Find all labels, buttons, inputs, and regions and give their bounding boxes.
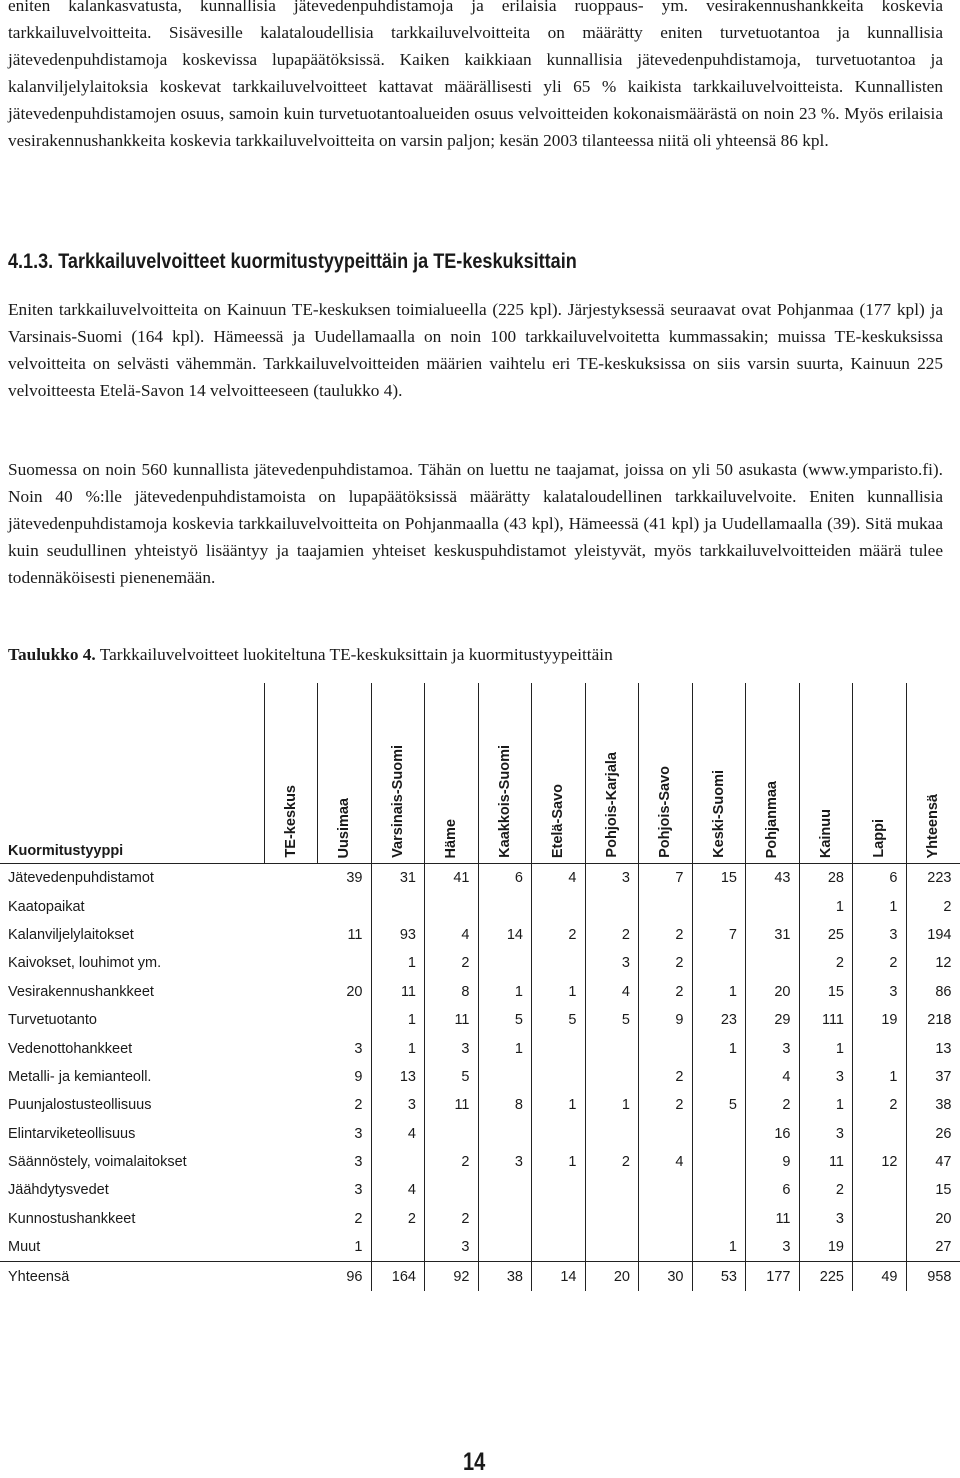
table-row (0, 892, 960, 920)
table-row (0, 864, 960, 893)
table-cell: 9 (746, 1148, 800, 1176)
table-cell: 37 (906, 1063, 960, 1091)
table-cell (478, 1120, 532, 1148)
table-cell: 16 (746, 1120, 800, 1148)
table-cell (585, 1063, 639, 1091)
table-row (0, 1034, 960, 1062)
table-row (0, 921, 960, 949)
table-cell: 38 (478, 1262, 532, 1291)
te-keskus-spacer (264, 1233, 318, 1262)
table-cell: 2 (639, 921, 693, 949)
table-cell: 5 (585, 1006, 639, 1034)
table-cell: 9 (639, 1006, 693, 1034)
table-cell (532, 1233, 586, 1262)
table-cell: 1 (799, 1091, 853, 1119)
table-cell: 2 (425, 1205, 479, 1233)
te-keskus-spacer (264, 1063, 318, 1091)
table-cell (746, 949, 800, 977)
table-cell: 2 (585, 1148, 639, 1176)
table-cell: 43 (746, 864, 800, 893)
table-cell: 3 (585, 949, 639, 977)
column-header-label: Lappi (871, 819, 888, 858)
table-cell (853, 1176, 907, 1204)
table-cell: 5 (532, 1006, 586, 1034)
table-cell: 111 (799, 1006, 853, 1034)
table-caption (8, 645, 613, 665)
table-cell (371, 1148, 425, 1176)
table-cell: 93 (371, 921, 425, 949)
section-heading: 4.1.3. Tarkkailuvelvoitteet kuormitustyypeittäin ja TE-keskuksittain (8, 250, 577, 273)
table-cell: 1 (478, 1034, 532, 1062)
table-cell: 2 (799, 949, 853, 977)
table-cell: 3 (585, 864, 639, 893)
table-cell: 30 (639, 1262, 693, 1291)
table-total-row (0, 1262, 960, 1291)
table-cell: 13 (906, 1034, 960, 1062)
table-cell: 3 (371, 1091, 425, 1119)
table-cell (639, 892, 693, 920)
column-header-te-keskus (264, 683, 318, 864)
row-label: Elintarviketeollisuus (8, 1125, 136, 1142)
table-cell: 4 (371, 1176, 425, 1204)
te-keskus-spacer (264, 1091, 318, 1119)
table-caption-text: Tarkkailuvelvoitteet luokiteltuna TE-keskuksittain ja kuormitustyypeittäin (95, 645, 613, 664)
table-cell (639, 1205, 693, 1233)
paragraph-1: eniten kalankasvatusta, kunnallisia jätevedenpuhdistamoja ja erilaisia ruoppaus- ym. vesirakennushankkeita koskevia tarkkailuvelvoitteita. Sisävesille kalataloudellisia tarkkailuvelvoitteita on määrätty eniten turvetuotantoa ja kunnallisia jätevedenpuhdistamoja koskevissa lupapäätöksissä. Kaiken kaikkiaan kunnallisia jätevedenpuhdistamoja, turvetuotantoa ja kalanviljelylaitoksia koskevat tarkkailuvelvoitteet kattavat määrällisesti yli 65 % kaikista tarkkailuvelvoitteista. Kunnallisten jätevedenpuhdistamojen osuus, samoin kuin turvetuotantoalueiden osuus velvoitteiden kokonaismäärästä on noin 23 %. Myös erilaisia vesirakennushankkeita koskevia tarkkailuvelvoitteita on varsin paljon; kesän 2003 tilanteessa niitä oli yhteensä 86 kpl. (8, 0, 943, 150)
column-header-label: Yhteensä (925, 793, 941, 858)
table-cell (853, 1205, 907, 1233)
table-cell: 6 (853, 864, 907, 893)
table-cell: 13 (371, 1063, 425, 1091)
te-keskus-spacer (264, 1006, 318, 1034)
table-cell: 9 (354, 1068, 363, 1085)
table-row (0, 1091, 960, 1119)
table-cell (585, 1176, 639, 1204)
row-label: Puunjalostusteollisuus (8, 1097, 152, 1114)
table-cell: 11 (425, 1006, 479, 1034)
te-keskus-spacer (264, 1262, 318, 1291)
table-cell: 14 (478, 921, 532, 949)
table-cell (692, 1148, 746, 1176)
te-keskus-spacer (264, 1176, 318, 1204)
table-cell (371, 1233, 425, 1262)
table-cell (318, 949, 372, 977)
table-cell: 20 (906, 1205, 960, 1233)
table-cell: 3 (354, 1040, 363, 1057)
table-cell: 2 (906, 892, 960, 920)
table-cell: 2 (853, 949, 907, 977)
table-cell: 2 (639, 1091, 693, 1119)
table-cell: 11 (371, 978, 425, 1006)
table-cell: 11 (347, 926, 363, 943)
row-label: Metalli- ja kemianteoll. (8, 1068, 152, 1085)
table-row (0, 1148, 960, 1176)
table-cell: 8 (425, 978, 479, 1006)
row-label: Turvetuotanto (8, 1012, 97, 1029)
table-cell: 23 (692, 1006, 746, 1034)
table-cell (532, 1120, 586, 1148)
table-cell: 2 (425, 949, 479, 977)
table-cell: 1 (585, 1091, 639, 1119)
column-header-label: TE-keskus (282, 785, 299, 858)
table-cell: 5 (692, 1091, 746, 1119)
table-cell (639, 1120, 693, 1148)
row-label: Kalanviljelylaitokset (8, 926, 134, 943)
table-cell (639, 1233, 693, 1262)
table-cell: 12 (853, 1148, 907, 1176)
te-keskus-spacer (264, 949, 318, 977)
table-cell (692, 1176, 746, 1204)
table-row (0, 978, 960, 1006)
table-cell: 218 (906, 1006, 960, 1034)
column-header-3 (478, 683, 532, 864)
table-cell: 1 (371, 949, 425, 977)
table-cell: 19 (853, 1006, 907, 1034)
column-header-label: Varsinais-Suomi (389, 745, 406, 858)
column-header-9 (799, 683, 853, 864)
te-keskus-spacer (264, 978, 318, 1006)
table-cell: 11 (746, 1205, 800, 1233)
table-cell: 28 (799, 864, 853, 893)
column-header-2 (425, 683, 479, 864)
table-cell (478, 1233, 532, 1262)
column-header-kuormitustyyppi: Kuormitustyyppi (8, 843, 124, 859)
table-cell: 29 (746, 1006, 800, 1034)
table-cell: 194 (906, 921, 960, 949)
table-cell: 14 (532, 1262, 586, 1291)
table-cell: 1 (532, 1148, 586, 1176)
table-cell (532, 1176, 586, 1204)
table-cell (585, 1120, 639, 1148)
row-label: Vesirakennushankkeet (8, 983, 154, 1000)
table-cell: 2 (639, 949, 693, 977)
table-cell: 47 (906, 1148, 960, 1176)
table-cell: 225 (799, 1262, 853, 1291)
column-header-4 (532, 683, 586, 864)
page-number: 14 (463, 1448, 486, 1476)
table-cell (425, 892, 479, 920)
table-body (0, 864, 960, 1291)
column-header-label: Kainuu (817, 808, 834, 858)
table-cell: 2 (639, 1063, 693, 1091)
column-header-0 (318, 683, 372, 864)
table-cell: 3 (746, 1034, 800, 1062)
column-header-label: Pohjois-Karjala (603, 752, 620, 858)
table-cell: 1 (799, 892, 853, 920)
row-label: Muut (8, 1239, 41, 1256)
table-cell: 86 (906, 978, 960, 1006)
table-cell: 2 (639, 978, 693, 1006)
table-cell: 5 (425, 1063, 479, 1091)
table-cell: 31 (371, 864, 425, 893)
table-cell: 4 (532, 864, 586, 893)
table-cell (853, 1034, 907, 1062)
table-cell: 1 (354, 1239, 363, 1256)
paragraph-2: Eniten tarkkailuvelvoitteita on Kainuun TE-keskuksen toimialueella (225 kpl). Järjestyksessä seuraavat ovat Pohjanmaa (177 kpl) ja Varsinais-Suomi (164 kpl). Hämeessä ja Uudellamaalla on noin 100 tarkkailuvelvoitetta kummassakin; muissa TE-keskuksissa velvoitteita on selvästi vähemmän. Tarkkailuvelvoitteiden määrien vaihtelu eri TE-keskuksissa on siis varsin suurta, Kainuun 225 velvoitteesta Etelä-Savon 14 velvoitteeseen (taulukko 4). (8, 300, 943, 400)
table-cell: 2 (853, 1091, 907, 1119)
te-keskus-spacer (264, 864, 318, 893)
table-cell (532, 892, 586, 920)
column-header-label: Etelä-Savo (550, 783, 567, 858)
table-cell (692, 1205, 746, 1233)
table-cell: 1 (799, 1034, 853, 1062)
table-row (0, 1233, 960, 1262)
column-header-10 (853, 683, 907, 864)
table-cell: 39 (346, 870, 363, 887)
te-keskus-spacer (264, 1034, 318, 1062)
table-cell: 2 (746, 1091, 800, 1119)
table-cell (746, 892, 800, 920)
table-cell: 5 (478, 1006, 532, 1034)
data-table (0, 683, 960, 1291)
table-cell: 15 (799, 978, 853, 1006)
table-cell (371, 892, 425, 920)
table-cell: 6 (746, 1176, 800, 1204)
table-cell: 2 (799, 1176, 853, 1204)
table-cell: 3 (853, 978, 907, 1006)
column-header-label: Uusimaa (336, 797, 353, 858)
column-header-5 (585, 683, 639, 864)
column-header-label: Pohjanmaa (764, 780, 781, 858)
table-cell: 38 (906, 1091, 960, 1119)
table-cell: 1 (853, 892, 907, 920)
table-cell: 4 (425, 921, 479, 949)
te-keskus-spacer (264, 1205, 318, 1233)
te-keskus-spacer (264, 921, 318, 949)
table-header-row (0, 683, 960, 864)
table-cell: 1 (532, 1091, 586, 1119)
te-keskus-spacer (264, 892, 318, 920)
table-cell: 19 (799, 1233, 853, 1262)
column-header-label: Pohjois-Savo (657, 766, 674, 858)
table-row (0, 1176, 960, 1204)
table-cell: 3 (354, 1125, 363, 1142)
column-header-6 (639, 683, 693, 864)
row-label: Jäähdytysvedet (8, 1182, 109, 1199)
table-cell: 6 (478, 864, 532, 893)
column-header-label: Häme (443, 818, 460, 858)
table-cell (425, 1120, 479, 1148)
table-cell: 15 (692, 864, 746, 893)
row-label: Jätevedenpuhdistamot (8, 870, 154, 887)
table-row (0, 949, 960, 977)
table-cell: 3 (799, 1120, 853, 1148)
table-cell: 1 (692, 978, 746, 1006)
table-cell (532, 1063, 586, 1091)
table-cell: 3 (799, 1205, 853, 1233)
table-cell (692, 1120, 746, 1148)
intro-paragraph (8, 0, 943, 154)
table-cell: 2 (354, 1210, 363, 1227)
table-cell: 31 (746, 921, 800, 949)
table-caption-label: Taulukko 4. (8, 645, 96, 664)
table-cell (318, 1006, 372, 1034)
table-cell: 3 (425, 1034, 479, 1062)
table-cell: 26 (906, 1120, 960, 1148)
table-cell: 4 (746, 1063, 800, 1091)
te-keskus-spacer (264, 1120, 318, 1148)
table-cell: 92 (425, 1262, 479, 1291)
table-cell: 8 (478, 1091, 532, 1119)
table-cell: 3 (354, 1154, 363, 1171)
table-cell: 177 (746, 1262, 800, 1291)
table-cell: 4 (585, 978, 639, 1006)
table-cell: 20 (746, 978, 800, 1006)
row-label: Säännöstely, voimalaitokset (8, 1154, 187, 1171)
table-cell (318, 892, 372, 920)
table-cell (478, 1205, 532, 1233)
table-cell: 1 (692, 1233, 746, 1262)
table-cell: 2 (585, 921, 639, 949)
table-cell: 12 (906, 949, 960, 977)
column-header-label: Keski-Suomi (710, 770, 727, 858)
table-cell: 1 (371, 1006, 425, 1034)
table-cell: 20 (585, 1262, 639, 1291)
table-cell (478, 1063, 532, 1091)
table-cell: 2 (532, 921, 586, 949)
table-cell: 3 (354, 1182, 363, 1199)
row-label: Kunnostushankkeet (8, 1210, 136, 1227)
table-cell (585, 1205, 639, 1233)
table-cell (478, 949, 532, 977)
section-paragraph-1 (8, 296, 943, 404)
section-paragraph-2 (8, 456, 943, 591)
table-cell: 11 (799, 1148, 853, 1176)
table-cell: 2 (425, 1148, 479, 1176)
table-row (0, 1205, 960, 1233)
table-cell (585, 1233, 639, 1262)
table-cell: 20 (346, 983, 363, 1000)
row-label: Yhteensä (8, 1268, 70, 1285)
column-header-label: Kaakkois-Suomi (496, 745, 513, 858)
table-cell (692, 1063, 746, 1091)
table-cell (532, 1034, 586, 1062)
column-header-7 (692, 683, 746, 864)
table-cell (585, 1034, 639, 1062)
table-cell (532, 1205, 586, 1233)
table-cell: 3 (478, 1148, 532, 1176)
table-cell: 1 (478, 978, 532, 1006)
table-cell: 96 (346, 1268, 363, 1285)
table-cell: 3 (853, 921, 907, 949)
table-cell: 3 (799, 1063, 853, 1091)
table-cell (853, 1233, 907, 1262)
table-cell (639, 1034, 693, 1062)
table-cell: 25 (799, 921, 853, 949)
table-cell: 2 (371, 1205, 425, 1233)
table-row (0, 1063, 960, 1091)
table-cell: 15 (906, 1176, 960, 1204)
table-cell: 1 (853, 1063, 907, 1091)
table-cell: 1 (532, 978, 586, 1006)
table-cell: 7 (639, 864, 693, 893)
table-cell (532, 949, 586, 977)
table-cell (478, 1176, 532, 1204)
table-cell (692, 949, 746, 977)
column-header-1 (371, 683, 425, 864)
table-container (0, 683, 960, 1291)
table-cell (639, 1176, 693, 1204)
table-cell: 3 (425, 1233, 479, 1262)
table-cell: 223 (906, 864, 960, 893)
table-cell: 27 (906, 1233, 960, 1262)
table-cell: 1 (371, 1034, 425, 1062)
table-cell: 4 (371, 1120, 425, 1148)
table-cell: 41 (425, 864, 479, 893)
row-label: Kaivokset, louhimot ym. (8, 955, 162, 972)
table-cell: 2 (354, 1097, 363, 1114)
table-cell (585, 892, 639, 920)
te-keskus-spacer (264, 1148, 318, 1176)
table-cell (853, 1120, 907, 1148)
table-cell: 3 (746, 1233, 800, 1262)
table-cell: 11 (425, 1091, 479, 1119)
table-cell (478, 892, 532, 920)
row-label: Kaatopaikat (8, 898, 85, 915)
column-header-8 (746, 683, 800, 864)
paragraph-3: Suomessa on noin 560 kunnallista jätevedenpuhdistamoa. Tähän on luettu ne taajamat, joissa on yli 50 asukasta (www.ymparisto.fi). Noin 40 %:lle jätevedenpuhdistamoista on lupapäätöksissä määrätty kalataloudellinen tarkkailuvelvoite. Eniten kunnallisia jätevedenpuhdistamoja koskevia tarkkailuvelvoitteita on Pohjanmaalla (43 kpl), Hämeessä (41 kpl) ja Uudellamaalla (39). Sitä mukaa kuin seudullinen yhteistyö lisääntyy ja taajamien yhteiset keskuspuhdistamot yleistyvät, myös tarkkailuvelvoitteiden määrä tulee todennäköisesti pienenemään. (8, 460, 943, 587)
table-cell: 49 (853, 1262, 907, 1291)
table-cell: 53 (692, 1262, 746, 1291)
column-header-11 (906, 683, 960, 864)
table-cell (425, 1176, 479, 1204)
table-cell: 164 (371, 1262, 425, 1291)
table-row (0, 1120, 960, 1148)
table-cell: 1 (692, 1034, 746, 1062)
table-cell (692, 892, 746, 920)
table-cell: 4 (639, 1148, 693, 1176)
table-row (0, 1006, 960, 1034)
table-cell: 958 (906, 1262, 960, 1291)
table-cell: 7 (692, 921, 746, 949)
row-label: Vedenottohankkeet (8, 1040, 133, 1057)
